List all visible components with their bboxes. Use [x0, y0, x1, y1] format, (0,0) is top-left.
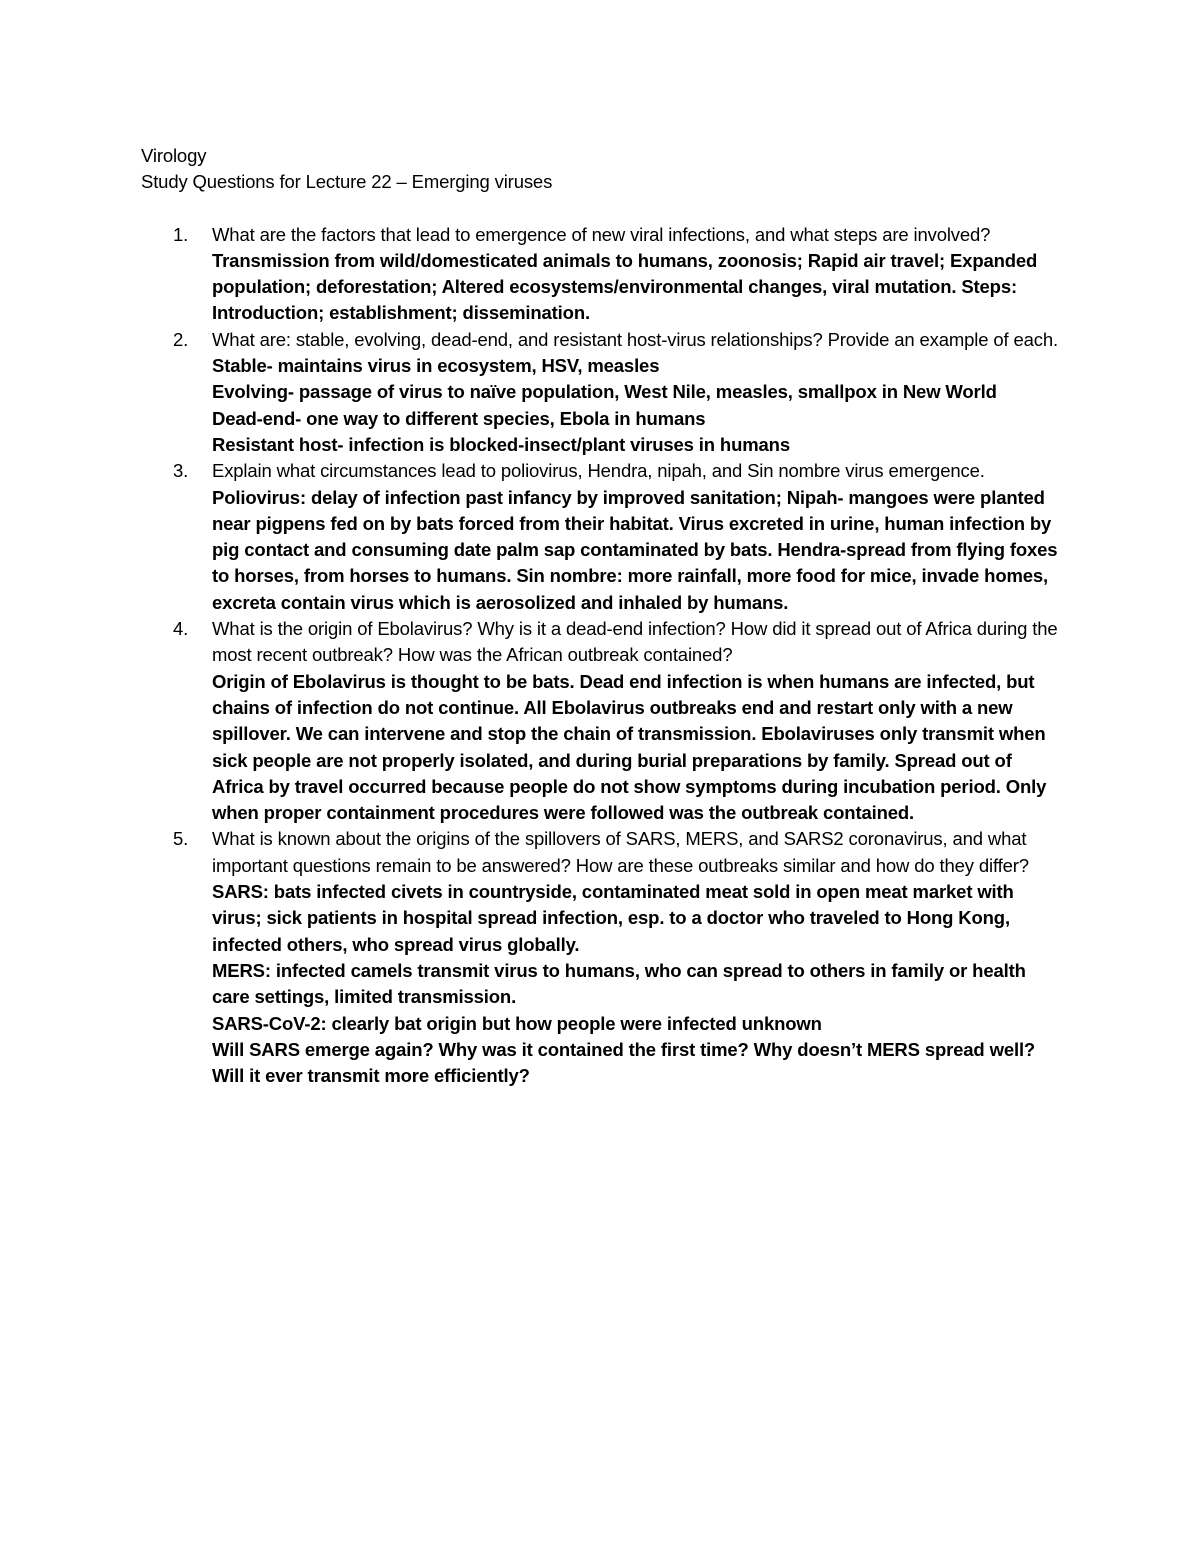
question-number: 1.	[173, 223, 189, 245]
answer-block	[212, 669, 1066, 827]
answer-block	[212, 485, 1066, 616]
question-text: What are: stable, evolving, dead-end, and resistant host-virus relationships? Provide an example of each.	[212, 328, 1059, 350]
answer-block	[212, 248, 1066, 327]
answer-text: Stable- maintains virus in ecosystem, HSV, measles	[212, 355, 660, 377]
answer-text: Dead-end- one way to different species, Ebola in humans	[212, 407, 706, 429]
document-header	[141, 143, 1066, 196]
answer-text: SARS-CoV-2: clearly bat origin but how people were infected unknown	[212, 1012, 822, 1034]
document-subtitle: Study Questions for Lecture 22 – Emerging viruses	[141, 171, 553, 193]
question-number: 2.	[173, 328, 189, 350]
question-text: What is the origin of Ebolavirus? Why is it a dead-end infection? How did it spread out of Africa during the most recent outbreak? How was the African outbreak contained?	[212, 618, 1058, 666]
answer-text: Will SARS emerge again? Why was it contained the first time? Why doesn’t MERS spread well? Will it ever transmit more efficiently?	[212, 1038, 1036, 1087]
question-list	[141, 222, 1066, 1090]
question-item	[141, 616, 1066, 826]
question-number: 4.	[173, 618, 189, 640]
answer-text: Evolving- passage of virus to naïve population, West Nile, measles, smallpox in New World	[212, 381, 997, 403]
answer-block	[212, 353, 1066, 458]
answer-block	[212, 879, 1066, 1089]
question-item	[141, 222, 1066, 327]
answer-text: Origin of Ebolavirus is thought to be bats. Dead end infection is when humans are infected, but chains of infection do not continue. All Ebolavirus outbreaks end and restart only with a new spillover. We can intervene and stop the chain of transmission. Ebolaviruses only transmit when sick people are not properly isolated, and during burial preparations by family. Spread out of Africa by travel occurred because people do not show symptoms during incubation period. Only when proper containment procedures were followed was the outbreak contained.	[212, 670, 1047, 824]
question-text: What is known about the origins of the spillovers of SARS, MERS, and SARS2 coronavirus, and what important questions remain to be answered? How are these outbreaks similar and how do they differ?	[212, 828, 1029, 876]
question-item	[141, 826, 1066, 1089]
document-body	[141, 143, 1066, 1089]
answer-text: Transmission from wild/domesticated animals to humans, zoonosis; Rapid air travel; Expanded population; deforestation; Altered ecosystems/environmental changes, viral mutation. Steps: Introduction; establishment; dissemination.	[212, 249, 1038, 324]
question-number: 3.	[173, 460, 189, 482]
question-text: What are the factors that lead to emergence of new viral infections, and what steps are involved?	[212, 223, 991, 245]
question-item	[141, 458, 1066, 616]
answer-text: MERS: infected camels transmit virus to humans, who can spread to others in family or health care settings, limited transmission.	[212, 959, 1026, 1008]
answer-text: Poliovirus: delay of infection past infancy by improved sanitation; Nipah- mangoes were planted near pigpens fed on by bats forced from their habitat. Virus excreted in urine, human infection by pig contact and consuming date palm sap contaminated by bats. Hendra-spread from flying foxes to horses, from horses to humans. Sin nombre: more rainfall, more food for mice, invade homes, excreta contain virus which is aerosolized and inhaled by humans.	[212, 486, 1058, 613]
question-number: 5.	[173, 828, 189, 850]
question-item	[141, 327, 1066, 458]
answer-text: SARS: bats infected civets in countryside, contaminated meat sold in open meat market with virus; sick patients in hospital spread infection, esp. to a doctor who traveled to Hong Kong, infected others, who spread virus globally.	[212, 881, 1014, 955]
course-title: Virology	[141, 145, 207, 166]
question-text: Explain what circumstances lead to poliovirus, Hendra, nipah, and Sin nombre virus emergence.	[212, 460, 985, 482]
answer-text: Resistant host- infection is blocked-insect/plant viruses in humans	[212, 433, 790, 455]
